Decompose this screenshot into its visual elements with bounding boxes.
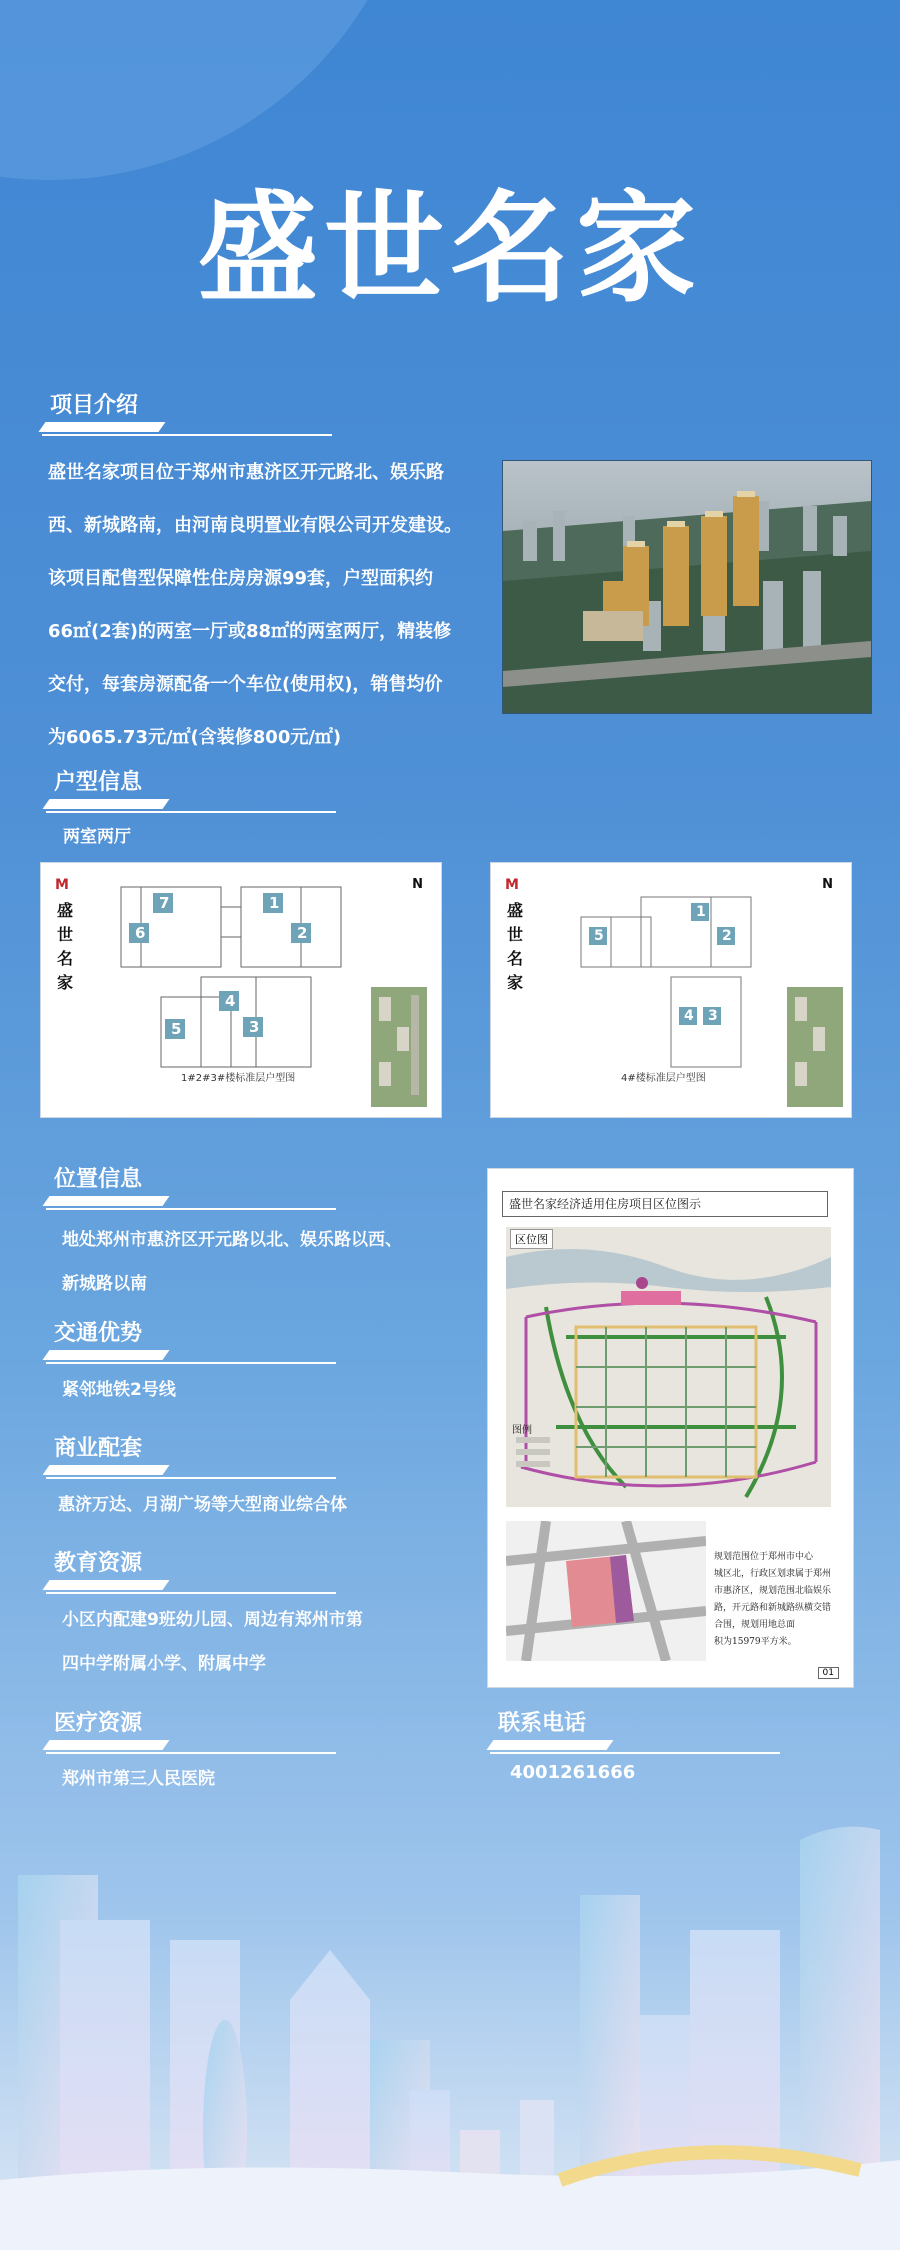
medical-heading-text: 医疗资源	[54, 1711, 143, 1736]
education-text	[62, 1598, 363, 1686]
map-title: 盛世名家经济适用住房项目区位图示	[502, 1191, 828, 1217]
heading-decor	[46, 1465, 336, 1479]
map-desc-line: 积为15979平方米。	[714, 1637, 797, 1647]
intro-line: 66㎡(2套)的两室一厅或88㎡的两室两厅，精装修	[48, 621, 452, 642]
map-district	[506, 1227, 831, 1507]
north-arrow-icon: N	[822, 877, 833, 892]
map-desc-line: 合围，规划用地总面	[714, 1620, 796, 1630]
intro-line: 盛世名家项目位于郑州市惠济区开元路北、娱乐路	[48, 462, 444, 483]
developer-logo: M	[55, 877, 69, 893]
map-site	[506, 1521, 706, 1661]
room-number: 5	[171, 1020, 182, 1038]
room-number: 3	[249, 1018, 260, 1036]
page-title: 盛世名家	[198, 180, 702, 319]
room-number: 1	[269, 894, 280, 912]
education-heading-text: 教育资源	[54, 1551, 143, 1576]
unit-heading-text: 户型信息	[54, 770, 143, 795]
room-number: 2	[722, 928, 732, 944]
location-line: 地处郑州市惠济区开元路以北、娱乐路以西、	[62, 1230, 402, 1250]
commerce-heading	[54, 1431, 142, 1462]
intro-line: 交付，每套房源配备一个车位(使用权)，销售均价	[48, 674, 443, 695]
contact-phone[interactable]: 4001261666	[510, 1762, 636, 1783]
education-line: 小区内配建9班幼儿园、周边有郑州市第	[62, 1610, 363, 1630]
transport-heading-text: 交通优势	[54, 1321, 143, 1346]
map-legend: 图例	[512, 1425, 532, 1436]
intro-line: 西、新城路南，由河南良明置业有限公司开发建设。	[48, 515, 462, 536]
transport-text: 紧邻地铁2号线	[62, 1380, 176, 1400]
unit-heading	[54, 765, 142, 796]
north-arrow-icon: N	[412, 877, 423, 892]
intro-heading	[50, 388, 138, 419]
room-number: 7	[159, 894, 170, 912]
heading-decor	[46, 1196, 336, 1210]
map-desc-line: 城区北，行政区划隶属于郑州	[714, 1569, 832, 1579]
location-heading	[54, 1162, 142, 1193]
floor-plan-1	[40, 862, 442, 1118]
intro-text	[48, 446, 498, 764]
map-description	[714, 1549, 842, 1651]
heading-decor	[46, 1350, 336, 1364]
location-text	[62, 1218, 402, 1306]
location-line: 新城路以南	[62, 1274, 147, 1294]
room-number: 3	[708, 1008, 718, 1024]
room-number: 4	[684, 1008, 694, 1024]
map-desc-line: 规划范围位于郑州市中心	[714, 1552, 814, 1562]
intro-line: 该项目配售型保障性住房房源99套，户型面积约	[48, 568, 434, 589]
commerce-text: 惠济万达、月湖广场等大型商业综合体	[58, 1495, 347, 1515]
skyline-illustration	[0, 1800, 900, 2250]
room-number: 5	[594, 928, 604, 944]
map-desc-line: 市惠济区，规划范围北临娱乐	[714, 1586, 832, 1596]
plan-caption: 4#楼标准层户型图	[621, 1073, 706, 1084]
intro-line: 为6065.73元/㎡(含装修800元/㎡)	[48, 727, 342, 748]
room-number: 6	[135, 924, 146, 942]
unit-type: 两室两厅	[63, 827, 131, 847]
commerce-heading-text: 商业配套	[54, 1436, 143, 1461]
map-subtitle: 区位图	[510, 1229, 553, 1249]
map-desc-line: 路，开元路和新城路纵横交错	[714, 1603, 832, 1613]
plan-caption: 1#2#3#楼标准层户型图	[181, 1073, 296, 1084]
transport-heading	[54, 1316, 142, 1347]
location-map	[487, 1168, 854, 1688]
location-heading-text: 位置信息	[54, 1167, 143, 1192]
heading-decor	[46, 1740, 336, 1754]
decor-circle	[0, 0, 420, 180]
room-number: 2	[297, 924, 308, 942]
floor-plan-2	[490, 862, 852, 1118]
education-line: 四中学附属小学、附属中学	[62, 1654, 266, 1674]
intro-heading-text: 项目介绍	[50, 393, 139, 418]
heading-decor	[42, 422, 332, 436]
education-heading	[54, 1546, 142, 1577]
heading-decor	[490, 1740, 780, 1754]
developer-logo: M	[505, 877, 519, 893]
medical-text: 郑州市第三人民医院	[62, 1769, 215, 1789]
heading-decor	[46, 799, 336, 813]
contact-heading-text: 联系电话	[498, 1711, 587, 1736]
aerial-render-image	[502, 460, 872, 714]
room-number: 4	[225, 992, 236, 1010]
map-page-number: 01	[818, 1667, 839, 1679]
plan-project-name: 盛世名家	[57, 901, 74, 992]
heading-decor	[46, 1580, 336, 1594]
contact-heading	[498, 1706, 586, 1737]
medical-heading	[54, 1706, 142, 1737]
room-number: 1	[696, 904, 706, 920]
plan-project-name: 盛世名家	[507, 901, 524, 992]
